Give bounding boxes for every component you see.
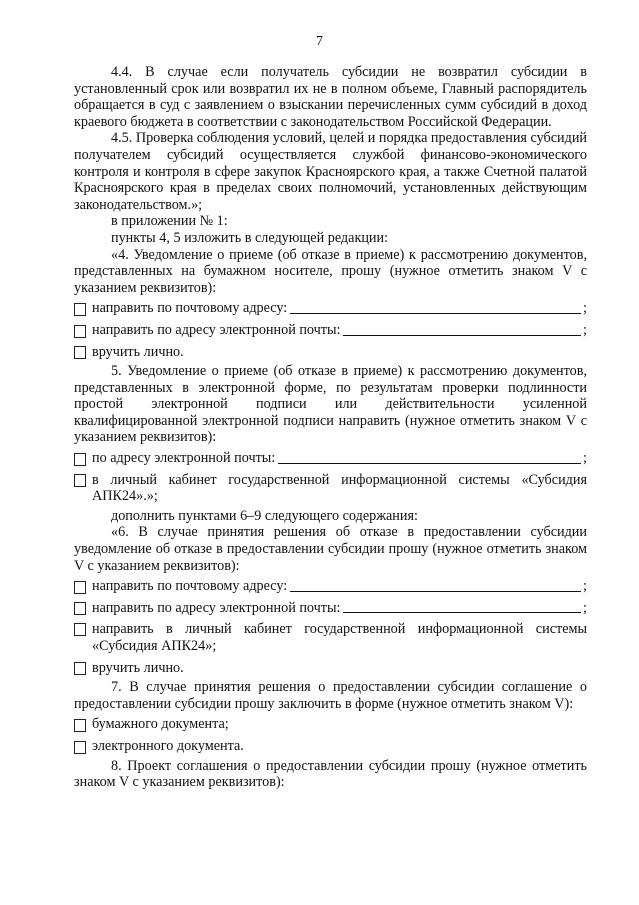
paragraph-4-5: 4.5. Проверка соблюдения условий, целей и порядка предоставления субсидий получателем субсидий осуществляется службой финансово-экономического контроля и контроля в сфере закупок Красноярского края, а также Счетной палатой Красноярского края в пределах своих полномочий, установленных действующим законодательством.»; — [74, 130, 588, 213]
checkbox[interactable] — [74, 623, 86, 636]
option-label: направить по почтовому адресу: — [92, 300, 288, 317]
checkbox[interactable] — [74, 662, 86, 675]
checkbox[interactable] — [74, 303, 86, 316]
checkbox[interactable] — [74, 719, 86, 732]
paragraph-7: 7. В случае принятия решения о предоставлении субсидии соглашение о предоставлении субсидии прошу заключить в форме (нужное отметить знаком V): — [74, 679, 587, 712]
document-body — [74, 64, 587, 791]
checkbox[interactable] — [74, 474, 86, 487]
blank-field[interactable] — [290, 590, 581, 592]
option-email-address[interactable]: направить по адресу электронной почты: ; — [74, 600, 587, 617]
page-number: 7 — [316, 34, 323, 49]
option-label: бумажного документа; — [92, 716, 229, 733]
option-label: направить по адресу электронной почты: — [92, 599, 341, 616]
paragraph-4: «4. Уведомление о приеме (об отказе в приеме) к рассмотрению документов, представленных на бумажном носителе, прошу (нужное отметить знаком V с указанием реквизитов): — [74, 246, 587, 296]
items-4-5-line: пункты 4, 5 изложить в следующей редакции: — [111, 229, 389, 246]
checkbox[interactable] — [74, 581, 86, 594]
option-label: в личный кабинет государственной информационной системы «Субсидия АПК24».»; — [92, 471, 587, 505]
option-label: электронного документа. — [92, 737, 244, 754]
option-label: вручить лично. — [92, 659, 184, 676]
paragraph-6: «6. В случае принятия решения об отказе в предоставлении субсидии уведомление об отказе в предоставлении субсидии прошу (нужное отметить знаком V с указанием реквизитов): — [74, 524, 587, 574]
option-personal-account[interactable] — [74, 621, 587, 654]
paragraph-8: 8. Проект соглашения о предоставлении субсидии прошу (нужное отметить знаком V с указанием реквизитов): — [74, 757, 587, 791]
option-label: вручить лично. — [92, 343, 184, 360]
option-deliver-personally[interactable] — [74, 344, 587, 361]
option-electronic-document[interactable] — [74, 738, 587, 755]
option-deliver-personally[interactable] — [74, 660, 587, 677]
checkbox[interactable] — [74, 602, 86, 615]
supplement-line: дополнить пунктами 6–9 следующего содержания: — [111, 507, 418, 524]
appendix-line: в приложении № 1: — [111, 213, 228, 230]
blank-field[interactable] — [290, 312, 581, 314]
option-email-address[interactable]: направить по адресу электронной почты: ; — [74, 322, 587, 339]
blank-field[interactable] — [343, 334, 581, 336]
blank-field[interactable] — [278, 462, 581, 464]
paragraph-5: 5. Уведомление о приеме (об отказе в приеме) к рассмотрению документов, представленных в электронной форме, по результатам проверки подлинности простой электронной подписи или действительности усиленной квалифицированной электронной подписи направить (нужное отметить знаком V с указанием реквизитов): — [74, 363, 587, 446]
option-paper-document[interactable] — [74, 716, 587, 733]
blank-field[interactable] — [343, 611, 581, 613]
option-email-address[interactable]: по адресу электронной почты: ; — [74, 450, 587, 467]
option-label: направить по почтовому адресу: — [92, 578, 288, 595]
option-label: направить в личный кабинет государственной информационной системы «Субсидия АПК24»; — [92, 621, 587, 654]
option-label: по адресу электронной почты: — [92, 450, 276, 467]
option-label: направить по адресу электронной почты: — [92, 321, 341, 338]
paragraph-4-4: 4.4. В случае если получатель субсидии не возвратил субсидии в установленный срок или возвратил их не в полном объеме, Главный распорядитель обращается в суд с заявлением о взыскании перечисленных сумм субсидий в доход краевого бюджета в соответствии с законодательством Российской Федерации. — [74, 64, 587, 130]
option-postal-address[interactable]: направить по почтовому адресу: ; — [74, 578, 587, 595]
checkbox[interactable] — [74, 741, 86, 754]
checkbox[interactable] — [74, 346, 86, 359]
checkbox[interactable] — [74, 453, 86, 466]
checkbox[interactable] — [74, 325, 86, 338]
option-personal-account[interactable] — [74, 472, 587, 505]
option-postal-address[interactable]: направить по почтовому адресу: ; — [74, 300, 587, 317]
